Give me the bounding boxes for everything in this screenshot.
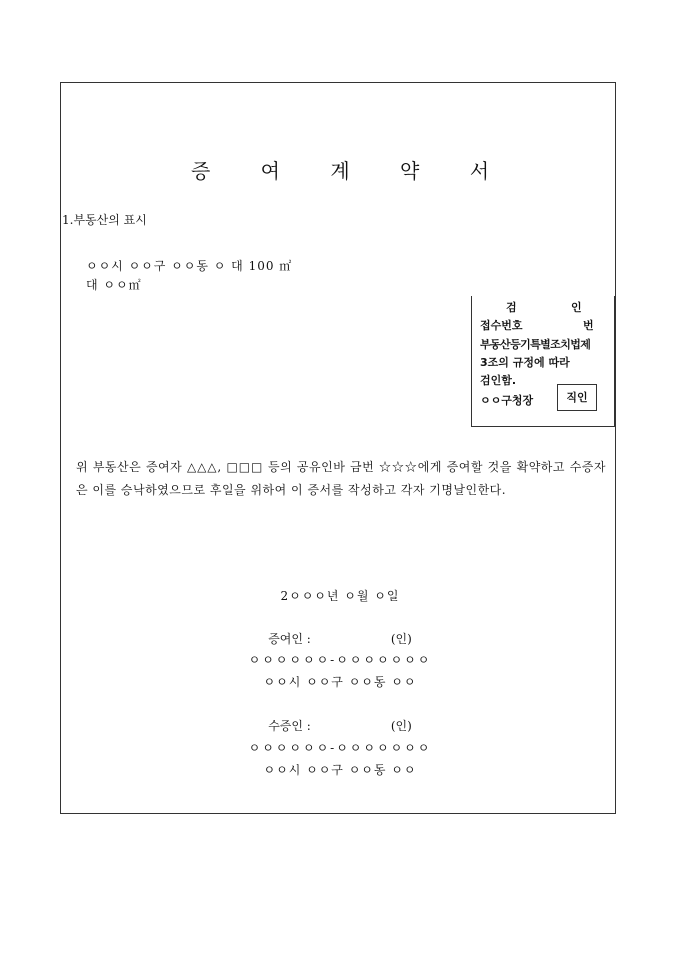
document-frame <box>60 82 616 814</box>
stamp-header-right: 인 <box>571 301 582 314</box>
stamp-office: ㅇㅇ구청장 <box>480 394 534 407</box>
recipient-seal: (인) <box>390 719 412 733</box>
section-heading: 1.부동산의 표시 <box>62 213 147 227</box>
stamp-law-line-2: 3조의 규정에 따라 <box>480 356 570 369</box>
official-seal-box: 직인 <box>557 384 597 411</box>
donor-address: ㅇㅇ시 ㅇㅇ구 ㅇㅇ동 ㅇㅇ <box>263 675 417 689</box>
recipient-label: 수증인 : <box>268 719 311 733</box>
contract-date: 2ㅇㅇㅇ년 ㅇ월 ㅇ일 <box>280 589 400 603</box>
contract-body-text: 위 부동산은 증여자 △△△, □□□ 등의 공유인바 금번 ☆☆☆에게 증여할 것을 확약하고 수증자은 이를 승낙하였으므로 후일을 위하여 이 증서를 작성하고 각자 기명날인한다. <box>76 460 606 497</box>
stamp-receipt-unit: 번 <box>583 319 594 332</box>
donor-label: 증여인 : <box>268 632 311 646</box>
stamp-confirmed: 검인함. <box>480 374 517 387</box>
stamp-header-left: 검 <box>506 301 517 314</box>
recipient-id-number: ㅇㅇㅇㅇㅇㅇ-ㅇㅇㅇㅇㅇㅇㅇ <box>248 741 432 755</box>
recipient-label-row <box>0 717 680 734</box>
stamp-receipt-label: 접수번호 <box>480 319 523 332</box>
property-line-1: ㅇㅇ시 ㅇㅇ구 ㅇㅇ동 ㅇ 대 100 ㎡ <box>86 259 293 273</box>
document-title: 증 여 계 약 서 <box>190 159 512 183</box>
stamp-law-line-1: 부동산등기특별조치법제 <box>480 338 591 351</box>
property-line-2: 대 ㅇㅇ㎡ <box>86 278 142 292</box>
donor-id-number: ㅇㅇㅇㅇㅇㅇ-ㅇㅇㅇㅇㅇㅇㅇ <box>248 653 432 667</box>
inspection-stamp-box <box>471 296 615 427</box>
donor-label-row <box>0 630 680 647</box>
donor-seal: (인) <box>390 632 412 646</box>
recipient-address: ㅇㅇ시 ㅇㅇ구 ㅇㅇ동 ㅇㅇ <box>263 763 417 777</box>
